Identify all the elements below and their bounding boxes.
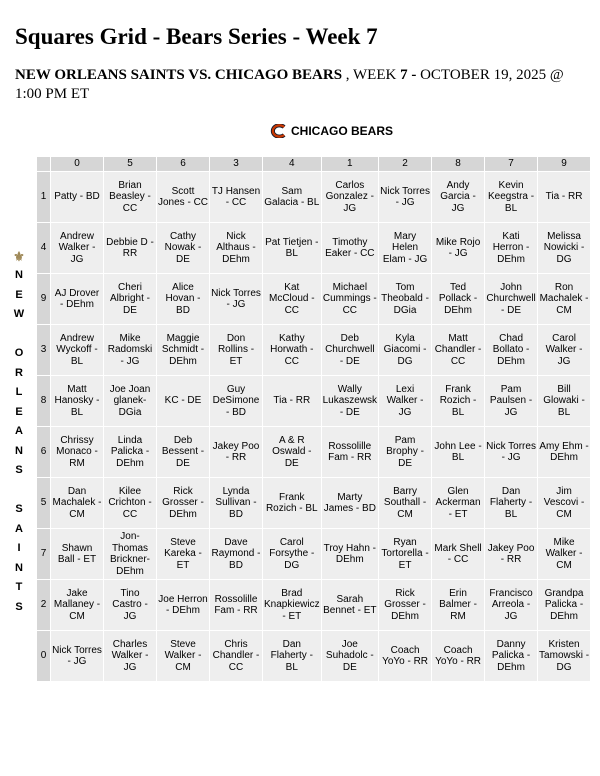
grid-row bbox=[37, 478, 591, 529]
row-header: 3 bbox=[37, 325, 51, 376]
grid-square: Coach YoYo - RR bbox=[432, 631, 485, 682]
grid-square: Troy Hahn - DEhm bbox=[321, 529, 378, 580]
grid-square: Kyla Giacomi - DG bbox=[379, 325, 432, 376]
grid-square: Chad Bollato - DEhm bbox=[485, 325, 538, 376]
grid-square: Kat McCloud - CC bbox=[263, 274, 322, 325]
grid-square: KC - DE bbox=[157, 376, 210, 427]
grid-square: Patty - BD bbox=[51, 172, 104, 223]
grid-square: Don Rollins - ET bbox=[210, 325, 263, 376]
grid-square: Carlos Gonzalez - JG bbox=[321, 172, 378, 223]
grid-square: Rick Grosser - DEhm bbox=[157, 478, 210, 529]
grid-square: Timothy Eaker - CC bbox=[321, 223, 378, 274]
grid-square: Kathy Horwath - CC bbox=[263, 325, 322, 376]
side-team-letter: L bbox=[15, 386, 23, 398]
grid-square: Scott Jones - CC bbox=[157, 172, 210, 223]
grid-row bbox=[37, 631, 591, 682]
grid-square: Dave Raymond - BD bbox=[210, 529, 263, 580]
row-header: 5 bbox=[37, 478, 51, 529]
grid-square: Cathy Nowak - DE bbox=[157, 223, 210, 274]
grid-square: A & R Oswald - DE bbox=[263, 427, 322, 478]
grid-square: Kevin Keegstra - BL bbox=[485, 172, 538, 223]
grid-square: Nick Torres - JG bbox=[379, 172, 432, 223]
grid-square: Joe Joan glanek- DGia bbox=[104, 376, 157, 427]
grid-square: Nick Torres - JG bbox=[210, 274, 263, 325]
grid-square: Brian Beasley - CC bbox=[104, 172, 157, 223]
grid-square: Jim Vescovi - CM bbox=[538, 478, 591, 529]
side-team-letter: O bbox=[14, 347, 24, 359]
grid-square: Frank Rozich - BL bbox=[432, 376, 485, 427]
week-number: 7 bbox=[400, 67, 408, 83]
grid-square: AJ Drover - DEhm bbox=[51, 274, 104, 325]
grid-square: Dan Machalek - CM bbox=[51, 478, 104, 529]
grid-square: Rick Grosser - DEhm bbox=[379, 580, 432, 631]
grid-square: Andrew Wyckoff - BL bbox=[51, 325, 104, 376]
grid-square: Barry Southall - CM bbox=[379, 478, 432, 529]
grid-square: Cheri Albright - DE bbox=[104, 274, 157, 325]
grid-square: Chrissy Monaco - RM bbox=[51, 427, 104, 478]
row-header: 4 bbox=[37, 223, 51, 274]
grid-square: Pam Brophy - DE bbox=[379, 427, 432, 478]
side-team-letter: W bbox=[13, 308, 25, 320]
row-header: 0 bbox=[37, 631, 51, 682]
game-subtitle bbox=[15, 66, 590, 104]
grid-square: Tia - RR bbox=[538, 172, 591, 223]
grid-square: Erin Balmer - RM bbox=[432, 580, 485, 631]
grid-square: Matt Chandler - CC bbox=[432, 325, 485, 376]
grid-square: Andrew Walker - JG bbox=[51, 223, 104, 274]
column-header: 6 bbox=[157, 157, 210, 172]
grid-square: Deb Churchwell - DE bbox=[321, 325, 378, 376]
grid-square: Jon-Thomas Brickner- DEhm bbox=[104, 529, 157, 580]
grid-square: Charles Walker - JG bbox=[104, 631, 157, 682]
side-team-letter bbox=[8, 481, 30, 501]
grid-square: Chris Chandler - CC bbox=[210, 631, 263, 682]
column-header: 5 bbox=[104, 157, 157, 172]
row-header: 2 bbox=[37, 580, 51, 631]
column-header: 1 bbox=[321, 157, 378, 172]
grid-square: Jake Mallaney - CM bbox=[51, 580, 104, 631]
side-team-letter: A bbox=[15, 522, 23, 535]
grid-square: Nick Torres - JG bbox=[485, 427, 538, 478]
grid-square: Rossolille Fam - RR bbox=[210, 580, 263, 631]
side-team-letter: N bbox=[15, 561, 23, 574]
date-dash: - bbox=[407, 67, 421, 83]
grid-square: Dan Flaherty - BL bbox=[263, 631, 322, 682]
grid-square: Kilee Crichton - CC bbox=[104, 478, 157, 529]
grid-square: Joe Suhadolc - DE bbox=[321, 631, 378, 682]
grid-square: Melissa Nowicki - DG bbox=[538, 223, 591, 274]
grid-square: Kati Herron - DEhm bbox=[485, 223, 538, 274]
side-team-letter bbox=[8, 325, 30, 345]
grid-square: Francisco Arreola - JG bbox=[485, 580, 538, 631]
week-label: , WEEK bbox=[342, 67, 401, 83]
squares-grid bbox=[36, 156, 591, 682]
side-team-letter: S bbox=[15, 503, 23, 515]
grid-square: Tia - RR bbox=[263, 376, 322, 427]
column-header: 4 bbox=[263, 157, 322, 172]
side-team-letter: N bbox=[15, 444, 23, 457]
row-header: 7 bbox=[37, 529, 51, 580]
side-team-letter: N bbox=[15, 269, 23, 281]
grid-square: Kristen Tamowski - DG bbox=[538, 631, 591, 682]
grid-square: Andy Garcia - JG bbox=[432, 172, 485, 223]
grid-row bbox=[37, 274, 591, 325]
grid-square: Tino Castro - JG bbox=[104, 580, 157, 631]
side-team-letter: R bbox=[15, 366, 23, 379]
grid-square: Ron Machalek - CM bbox=[538, 274, 591, 325]
row-header: 6 bbox=[37, 427, 51, 478]
side-team-header bbox=[8, 250, 30, 617]
saints-logo-icon: ⚜ bbox=[13, 249, 25, 264]
column-header: 0 bbox=[51, 157, 104, 172]
game-date: OCTOBER 19, 2025 @ 1:00 PM ET bbox=[15, 67, 564, 102]
grid-row bbox=[37, 529, 591, 580]
grid-square: TJ Hansen - CC bbox=[210, 172, 263, 223]
grid-square: Mary Helen Elam - JG bbox=[379, 223, 432, 274]
grid-square: Coach YoYo - RR bbox=[379, 631, 432, 682]
grid-row bbox=[37, 580, 591, 631]
grid-row bbox=[37, 325, 591, 376]
column-header: 7 bbox=[485, 157, 538, 172]
grid-square: Maggie Schmidt - DEhm bbox=[157, 325, 210, 376]
column-header: 8 bbox=[432, 157, 485, 172]
column-header: 3 bbox=[210, 157, 263, 172]
grid-square: Lexi Walker - JG bbox=[379, 376, 432, 427]
grid-square: Amy Ehm - DEhm bbox=[538, 427, 591, 478]
grid-square: Nick Althaus - DEhm bbox=[210, 223, 263, 274]
column-header-row bbox=[37, 157, 591, 172]
side-team-letter: S bbox=[15, 464, 23, 476]
grid-square: Ryan Tortorella - ET bbox=[379, 529, 432, 580]
grid-square: Brad Knapkiewicz - ET bbox=[263, 580, 322, 631]
side-team-letter: I bbox=[17, 542, 21, 554]
column-header: 2 bbox=[379, 157, 432, 172]
side-team-letter: A bbox=[15, 425, 23, 437]
top-team-header bbox=[269, 124, 393, 138]
grid-square: Bill Glowaki - BL bbox=[538, 376, 591, 427]
row-header: 8 bbox=[37, 376, 51, 427]
grid-square: Joe Herron - DEhm bbox=[157, 580, 210, 631]
grid-square: Carol Walker - JG bbox=[538, 325, 591, 376]
bears-logo-icon bbox=[269, 124, 287, 138]
grid-square: Tom Theobald - DGia bbox=[379, 274, 432, 325]
top-team-name: CHICAGO BEARS bbox=[291, 124, 394, 138]
grid-square: Grandpa Palicka - DEhm bbox=[538, 580, 591, 631]
grid-square: Wally Lukaszewsk - DE bbox=[321, 376, 378, 427]
grid-square: Pat Tietjen - BL bbox=[263, 223, 322, 274]
row-header: 9 bbox=[37, 274, 51, 325]
column-header: 9 bbox=[538, 157, 591, 172]
grid-square: Alice Hovan - BD bbox=[157, 274, 210, 325]
grid-square: Dan Flaherty - BL bbox=[485, 478, 538, 529]
grid-square: Frank Rozich - BL bbox=[263, 478, 322, 529]
grid-square: Debbie D - RR bbox=[104, 223, 157, 274]
grid-square: Steve Kareka - ET bbox=[157, 529, 210, 580]
grid-square: Matt Hanosky - BL bbox=[51, 376, 104, 427]
side-team-letter: E bbox=[15, 405, 23, 418]
grid-square: Michael Cummings - CC bbox=[321, 274, 378, 325]
side-team-letter: E bbox=[15, 288, 23, 301]
grid-square: Mike Rojo - JG bbox=[432, 223, 485, 274]
row-header: 1 bbox=[37, 172, 51, 223]
grid-square: Mark Shell - CC bbox=[432, 529, 485, 580]
grid-square: Carol Forsythe - DG bbox=[263, 529, 322, 580]
grid-corner bbox=[37, 157, 51, 172]
grid-square: Lynda Sullivan - BD bbox=[210, 478, 263, 529]
grid-square: John Lee - BL bbox=[432, 427, 485, 478]
grid-square: Glen Ackerman - ET bbox=[432, 478, 485, 529]
grid-square: Shawn Ball - ET bbox=[51, 529, 104, 580]
grid-square: Marty James - BD bbox=[321, 478, 378, 529]
page-title: Squares Grid - Bears Series - Week 7 bbox=[15, 24, 378, 49]
side-team-letter: T bbox=[15, 581, 23, 593]
grid-square: Sarah Bennet - ET bbox=[321, 580, 378, 631]
grid-row bbox=[37, 223, 591, 274]
grid-square: Danny Palicka - DEhm bbox=[485, 631, 538, 682]
matchup-text: NEW ORLEANS SAINTS VS. CHICAGO BEARS bbox=[15, 67, 343, 83]
grid-square: Ted Pollack - DEhm bbox=[432, 274, 485, 325]
grid-square: Jakey Poo - RR bbox=[485, 529, 538, 580]
grid-square: Rossolille Fam - RR bbox=[321, 427, 378, 478]
grid-row bbox=[37, 172, 591, 223]
grid-square: Jakey Poo - RR bbox=[210, 427, 263, 478]
grid-square: Mike Radomski - JG bbox=[104, 325, 157, 376]
grid-square: Steve Walker - CM bbox=[157, 631, 210, 682]
grid-square: Pam Paulsen - JG bbox=[485, 376, 538, 427]
grid-square: John Churchwell - DE bbox=[485, 274, 538, 325]
grid-row bbox=[37, 376, 591, 427]
grid-square: Guy DeSimone - BD bbox=[210, 376, 263, 427]
grid-square: Nick Torres - JG bbox=[51, 631, 104, 682]
grid-square: Linda Palicka - DEhm bbox=[104, 427, 157, 478]
side-team-letter: S bbox=[15, 600, 23, 613]
grid-square: Deb Bessent - DE bbox=[157, 427, 210, 478]
grid-row bbox=[37, 427, 591, 478]
grid-square: Sam Galacia - BL bbox=[263, 172, 322, 223]
grid-square: Mike Walker - CM bbox=[538, 529, 591, 580]
